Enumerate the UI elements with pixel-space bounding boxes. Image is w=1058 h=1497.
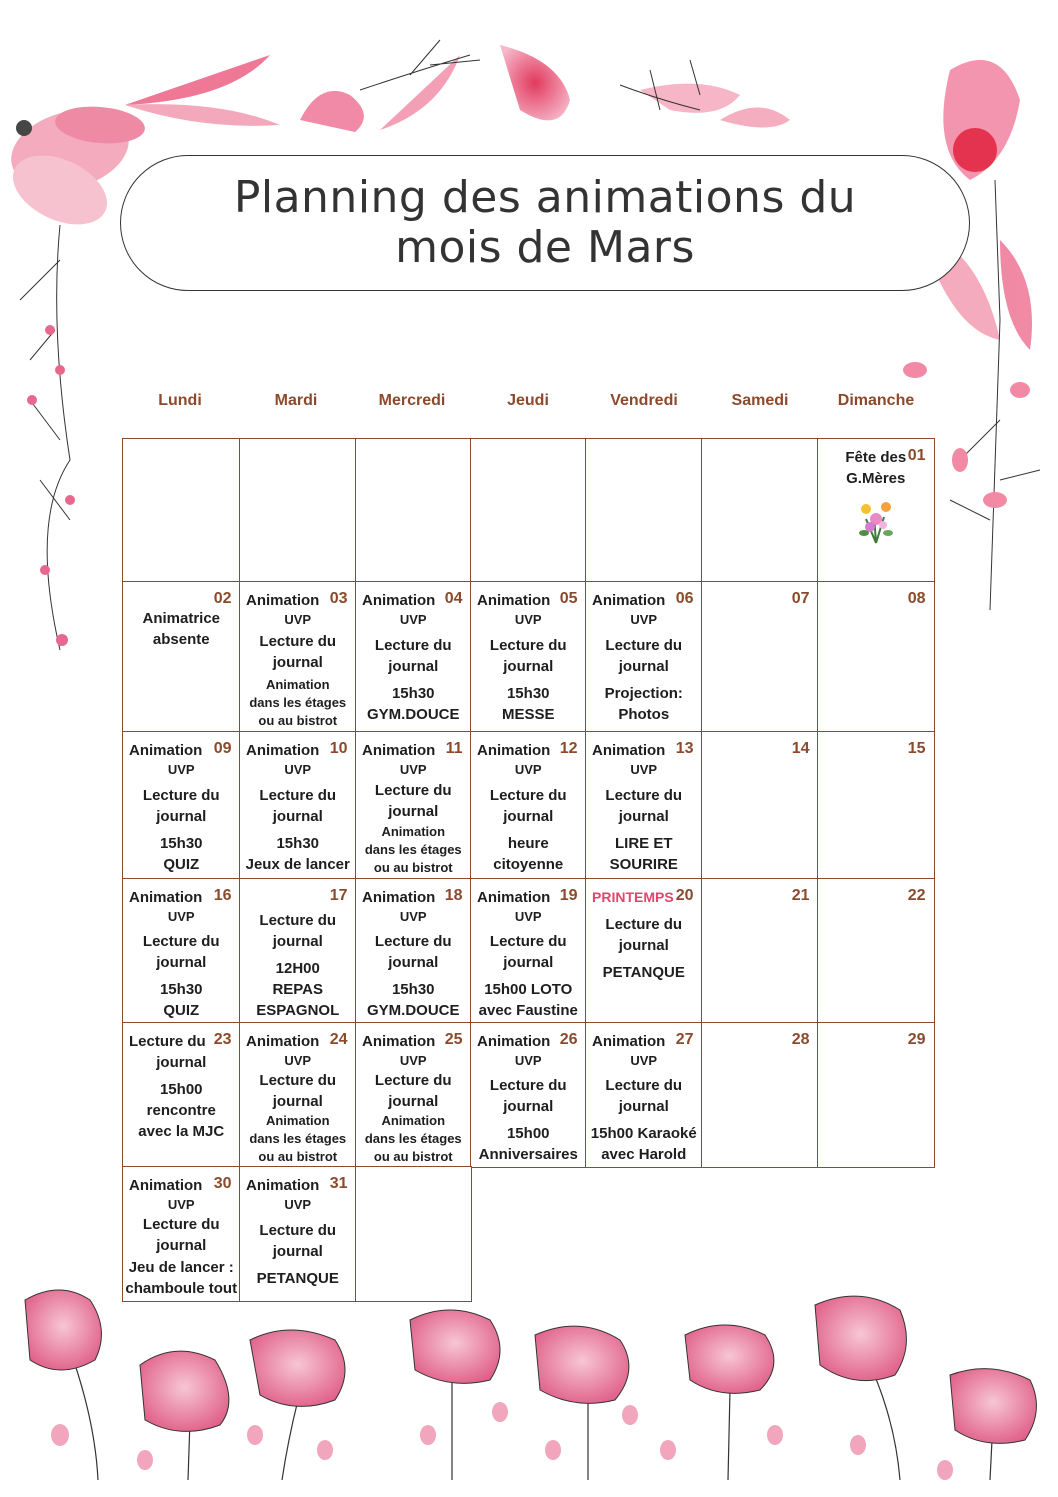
activity-line: UVP [399, 612, 427, 627]
activity-line: Lecture du [605, 637, 683, 654]
activity-line: SOURIRE [609, 856, 678, 873]
calendar-day-25 [355, 1022, 472, 1168]
activity-line: Lecture du [259, 911, 337, 929]
activity-line: absente [152, 631, 210, 648]
calendar-day-13 [585, 731, 703, 880]
calendar-day-19 [470, 878, 587, 1024]
flower-bouquet-icon [856, 495, 896, 545]
activity-line: ESPAGNOL [256, 1001, 340, 1019]
activity-line: UVP [284, 762, 312, 777]
activity-line: Fête des [845, 449, 907, 466]
activity-line: Animation [381, 823, 446, 839]
activity-line: journal [272, 1093, 323, 1110]
printemps-label: PRINTEMPS [592, 889, 674, 905]
day-number: 22 [907, 887, 926, 904]
activity-line: journal [388, 1093, 439, 1110]
cell-content [473, 1031, 584, 1165]
calendar-day-26 [470, 1022, 587, 1168]
activity-line: Animation [381, 1113, 446, 1128]
animation-label: Animation [129, 742, 203, 759]
cell-content [704, 887, 816, 1021]
cell-content [125, 447, 238, 580]
activity-line: Lecture du [605, 787, 683, 804]
cell-content [358, 887, 469, 1021]
animation-label: Animation [362, 592, 436, 609]
activity-line: Projection: [604, 685, 683, 702]
day-number: 29 [907, 1031, 926, 1048]
calendar-day-16 [122, 878, 241, 1024]
activity-line: Lecture du [142, 1216, 220, 1234]
activity-line: avec Faustine [478, 1001, 578, 1019]
animation-label: Animation [477, 592, 551, 609]
activity-line: ou au bistrot [373, 859, 453, 875]
cell-content [358, 740, 469, 877]
title-banner [120, 155, 970, 291]
day-number: 15 [907, 740, 926, 757]
animation-label: Animation [362, 889, 436, 906]
calendar-day-23 [122, 1022, 241, 1168]
calendar-day-10 [239, 731, 357, 880]
animation-label: Animation [362, 1033, 436, 1050]
day-number: 06 [675, 590, 694, 607]
activity-line: Lecture du [489, 1077, 567, 1095]
page-title-line-1: Planning des animations du [233, 172, 857, 223]
weekday-samedi: Samedi [731, 392, 789, 409]
cell-content [242, 1031, 354, 1165]
cell-content [242, 887, 354, 1021]
activity-line: citoyenne [493, 856, 564, 873]
cell-content [358, 590, 469, 730]
day-number: 19 [559, 887, 578, 904]
calendar-empty-cell [701, 438, 819, 583]
day-number: 13 [675, 740, 694, 757]
day-number: 04 [444, 590, 463, 607]
activity-line: Lecture du [489, 933, 567, 951]
activity-line: PETANQUE [256, 1270, 339, 1287]
calendar-day-18 [355, 878, 472, 1024]
activity-line: Photos [618, 706, 670, 723]
day-number: 02 [213, 590, 232, 607]
activity-line: 15h30 [276, 835, 320, 852]
animation-label: Animation [246, 742, 320, 759]
activity-line: 15h30 [391, 980, 435, 998]
activity-line: journal [388, 802, 439, 820]
day-number: 08 [907, 590, 926, 607]
activity-line: Jeu de lancer : [128, 1258, 234, 1276]
activity-line: Lecture du [259, 633, 337, 651]
animation-label: Animation [362, 742, 436, 759]
cell-content [820, 1031, 932, 1165]
calendar-day-04 [355, 581, 472, 733]
activity-line: journal [156, 1054, 207, 1071]
day-number: 14 [791, 740, 810, 757]
cell-content [125, 1031, 238, 1165]
activity-line: dans les étages [364, 841, 462, 857]
day-number: 18 [444, 887, 463, 904]
cell-content [704, 1031, 816, 1165]
activity-line: chamboule tout [125, 1279, 238, 1297]
activity-line: avec la MJC [138, 1123, 225, 1140]
cell-content [704, 740, 816, 877]
animation-label: Animation [246, 1177, 320, 1194]
activity-line: UVP [399, 909, 427, 924]
calendar-empty-cell [122, 438, 241, 583]
activity-line: UVP [167, 762, 195, 777]
calendar-day-20 [585, 878, 703, 1024]
animation-label: Animation [592, 742, 666, 759]
cell-content [358, 1031, 469, 1165]
activity-line: journal [272, 1243, 323, 1260]
cell-content [820, 887, 932, 1021]
activity-line: UVP [514, 909, 542, 924]
activity-line: UVP [167, 1197, 195, 1212]
activity-line: REPAS [272, 980, 324, 998]
activity-line: 15h30 [159, 835, 203, 852]
calendar-empty-cell [355, 438, 472, 583]
activity-line: Lecture du [142, 933, 220, 951]
day-number: 31 [329, 1175, 348, 1192]
activity-line: journal [618, 808, 669, 825]
calendar-day-09 [122, 731, 241, 880]
day-number: 10 [329, 740, 348, 757]
calendar-day-30 [122, 1166, 241, 1302]
activity-line: Lecture du [605, 916, 683, 933]
activity-line: journal [156, 954, 207, 972]
day-number: 05 [559, 590, 578, 607]
calendar-day-27 [585, 1022, 703, 1168]
weekday-vendredi: Vendredi [610, 392, 678, 409]
weekday-header-row [122, 392, 933, 420]
activity-line: journal [503, 658, 554, 675]
activity-line: UVP [514, 1053, 542, 1068]
day-number: 21 [791, 887, 810, 904]
calendar-day-05 [470, 581, 587, 733]
cell-content [358, 447, 469, 580]
activity-line: 15h00 [506, 1124, 550, 1142]
animation-label: Animation [129, 889, 203, 906]
calendar-day-31 [239, 1166, 357, 1302]
calendar-empty-cell [355, 1166, 472, 1302]
activity-line: UVP [630, 1053, 658, 1068]
day-number: 17 [329, 887, 348, 904]
calendar-day-02 [122, 581, 241, 733]
activity-line: journal [618, 1098, 669, 1116]
day-number: 24 [329, 1031, 348, 1048]
calendar-day-14 [701, 731, 819, 880]
activity-line: UVP [167, 909, 195, 924]
cell-content [125, 740, 238, 877]
activity-line: 15h00 LOTO [484, 980, 573, 998]
activity-line: QUIZ [163, 856, 200, 873]
cell-content [125, 887, 238, 1021]
weekday-dimanche: Dimanche [837, 392, 915, 409]
activity-line: UVP [399, 1053, 427, 1068]
cell-content [242, 590, 354, 730]
activity-line: Lecture du [129, 1033, 206, 1050]
animation-label: Animation [246, 592, 320, 609]
calendar-empty-cell [470, 438, 587, 583]
calendar-day-07 [701, 581, 819, 733]
activity-line: journal [388, 658, 439, 675]
calendar-day-06 [585, 581, 703, 733]
activity-line: rencontre [146, 1102, 216, 1119]
activity-line: LIRE ET [614, 835, 673, 852]
activity-line: Anniversaires [478, 1145, 578, 1163]
animation-label: Animation [592, 1033, 666, 1050]
activity-line: UVP [284, 1197, 312, 1212]
activity-line: journal [618, 937, 669, 954]
calendar-day-28 [701, 1022, 819, 1168]
cell-content [588, 740, 700, 877]
animation-label: Animation [477, 1033, 551, 1050]
calendar-day-22 [817, 878, 935, 1024]
day-number: 09 [213, 740, 232, 757]
calendar-empty-cell [239, 438, 357, 583]
activity-line: 15h30 [506, 685, 550, 702]
calendar-day-01 [817, 438, 935, 583]
activity-line: 15h30 [391, 685, 435, 702]
animation-label: Animation [246, 1033, 320, 1050]
cell-content [473, 590, 584, 730]
activity-line: Lecture du [259, 1072, 337, 1089]
activity-line: avec Harold [601, 1145, 687, 1163]
activity-line: Lecture du [374, 637, 452, 654]
activity-line: UVP [399, 762, 427, 777]
activity-line: 15h30 [159, 980, 203, 998]
weekday-mercredi: Mercredi [378, 392, 446, 409]
cell-content [242, 740, 354, 877]
cell-content [588, 1031, 700, 1165]
bottom-flowers-icon [25, 1290, 1036, 1480]
activity-line: Lecture du [259, 1222, 337, 1239]
activity-line: journal [503, 1098, 554, 1116]
calendar-day-15 [817, 731, 935, 880]
activity-line: UVP [284, 1053, 312, 1068]
activity-line: G.Mères [846, 470, 906, 487]
day-number: 23 [213, 1031, 232, 1048]
activity-line: dans les étages [249, 1131, 347, 1146]
activity-line: dans les étages [249, 694, 347, 710]
weekday-lundi: Lundi [158, 392, 202, 409]
activity-line: ou au bistrot [258, 712, 338, 728]
activity-line: Lecture du [259, 787, 337, 804]
activity-line: UVP [514, 612, 542, 627]
activity-line: Jeux de lancer [245, 856, 350, 873]
cell-content [820, 740, 932, 877]
cell-content [473, 740, 584, 877]
day-number: 25 [444, 1031, 463, 1048]
animation-label: Animation [129, 1177, 203, 1194]
cell-content [820, 590, 932, 730]
activity-line: journal [388, 954, 439, 972]
page-title-line-2: mois de Mars [395, 222, 695, 273]
calendar-day-12 [470, 731, 587, 880]
activity-line: Lecture du [374, 933, 452, 951]
weekday-mardi: Mardi [274, 392, 318, 409]
activity-line: Animatrice [142, 610, 221, 627]
cell-content [473, 447, 584, 580]
day-number: 12 [559, 740, 578, 757]
cell-content [125, 1175, 238, 1299]
activity-line: QUIZ [163, 1001, 200, 1019]
activity-line: 15h00 Karaoké [590, 1124, 697, 1142]
activity-line: GYM.DOUCE [366, 706, 460, 723]
calendar-day-29 [817, 1022, 935, 1168]
activity-line: UVP [284, 612, 312, 627]
cell-content [704, 447, 816, 580]
activity-line: UVP [630, 612, 658, 627]
activity-line: GYM.DOUCE [366, 1001, 460, 1019]
activity-line: ou au bistrot [373, 1149, 453, 1164]
cell-content [588, 590, 700, 730]
activity-line: journal [272, 808, 323, 825]
activity-line: journal [272, 932, 323, 950]
calendar-empty-cell [585, 438, 703, 583]
activity-line: Lecture du [374, 1072, 452, 1089]
calendar-day-24 [239, 1022, 357, 1168]
day-number: 20 [675, 887, 694, 904]
activity-line: journal [618, 658, 669, 675]
calendar-day-17 [239, 878, 357, 1024]
day-number: 27 [675, 1031, 694, 1048]
activity-line: 12H00 [275, 959, 320, 977]
cell-content [588, 887, 700, 1021]
cell-content [473, 887, 584, 1021]
activity-line: journal [503, 954, 554, 972]
cell-content [704, 590, 816, 730]
activity-line: MESSE [501, 706, 555, 723]
weekday-jeudi: Jeudi [507, 392, 549, 409]
activity-line: Animation [265, 1113, 330, 1128]
day-number: 07 [791, 590, 810, 607]
animation-label: Animation [592, 592, 666, 609]
activity-line: Lecture du [142, 787, 220, 804]
activity-line: UVP [630, 762, 658, 777]
activity-line: journal [272, 654, 323, 672]
cell-content [242, 447, 354, 580]
activity-line: Animation [265, 676, 330, 692]
day-number: 11 [445, 740, 463, 757]
calendar-day-11 [355, 731, 472, 880]
activity-line: Lecture du [489, 787, 567, 804]
activity-line: PETANQUE [602, 964, 685, 981]
activity-line: 15h00 [159, 1081, 203, 1098]
activity-line: Lecture du [489, 637, 567, 654]
activity-line: Lecture du [605, 1077, 683, 1095]
activity-line: journal [156, 808, 207, 825]
calendar-day-08 [817, 581, 935, 733]
animation-label: Animation [477, 889, 551, 906]
activity-line: heure [507, 835, 549, 852]
cell-content [588, 447, 700, 580]
activity-line: journal [503, 808, 554, 825]
activity-line: UVP [514, 762, 542, 777]
cell-content [358, 1175, 469, 1299]
activity-line: ou au bistrot [258, 1149, 338, 1164]
day-number: 26 [559, 1031, 578, 1048]
calendar-day-03 [239, 581, 357, 733]
cell-content [242, 1175, 354, 1299]
cell-content [125, 590, 238, 730]
day-number: 16 [213, 887, 232, 904]
day-number: 01 [907, 447, 926, 464]
day-number: 03 [329, 590, 348, 607]
calendar-day-21 [701, 878, 819, 1024]
activity-line: journal [156, 1237, 207, 1255]
day-number: 28 [791, 1031, 810, 1048]
cell-content [820, 447, 932, 580]
activity-line: dans les étages [364, 1131, 462, 1146]
day-number: 30 [213, 1175, 232, 1192]
activity-line: Lecture du [374, 781, 452, 799]
animation-label: Animation [477, 742, 551, 759]
